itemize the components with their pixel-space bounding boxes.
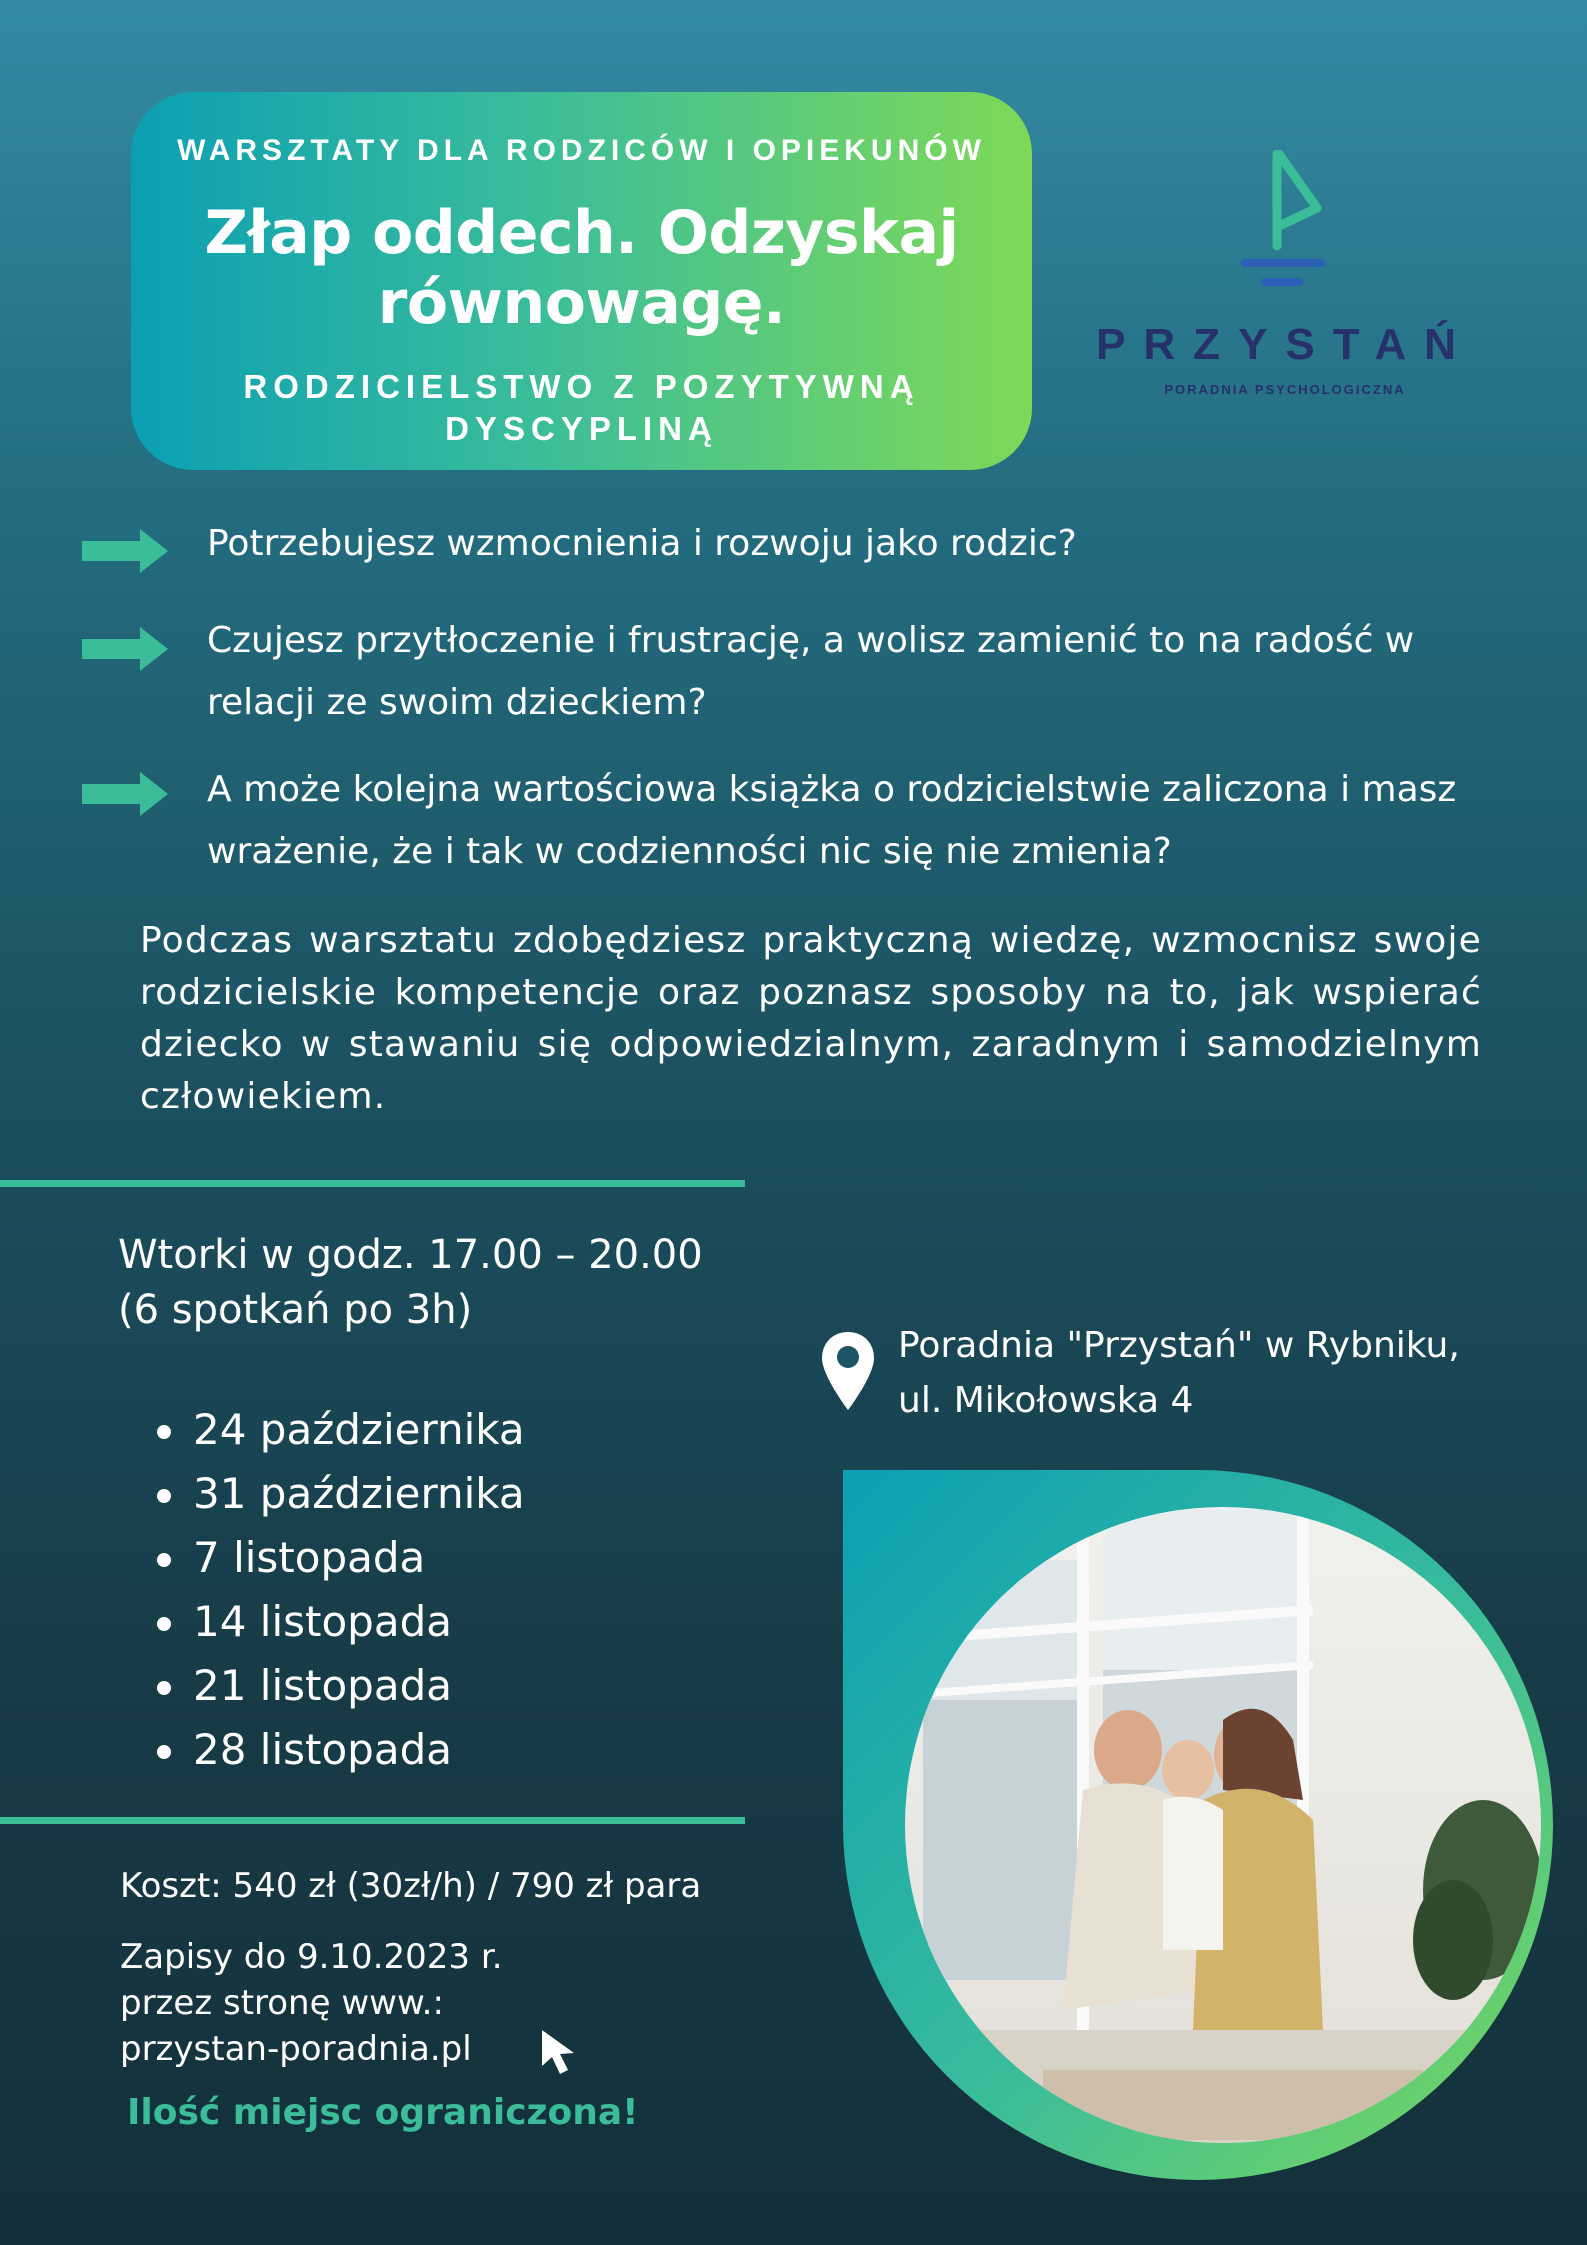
signup-link[interactable]: przystan-poradnia.pl bbox=[120, 2029, 472, 2069]
arrow-right-icon bbox=[82, 529, 172, 573]
cursor-arrow-icon bbox=[538, 2028, 582, 2078]
question-text: Czujesz przytłoczenie i frustrację, a wolisz zamienić to na radość w relacji ze swoim dzieckiem? bbox=[207, 620, 1415, 723]
arrow-right-icon bbox=[82, 772, 172, 816]
dates-list bbox=[155, 1398, 715, 1782]
page-title-line-1: Złap oddech. Odzyskaj bbox=[204, 198, 959, 268]
cost-text: Koszt: 540 zł (30zł/h) / 790 zł para bbox=[120, 1866, 702, 1906]
question-text: Potrzebujesz wzmocnienia i rozwoju jako rodzic? bbox=[207, 523, 1077, 564]
schedule-time: Wtorki w godz. 17.00 – 20.00 bbox=[118, 1232, 703, 1278]
schedule-meetings: (6 spotkań po 3h) bbox=[118, 1287, 473, 1333]
header-card bbox=[131, 92, 1032, 470]
location-line-2: ul. Mikołowska 4 bbox=[898, 1380, 1194, 1421]
logo bbox=[1085, 150, 1485, 410]
logo-name: PRZYSTAŃ bbox=[1096, 320, 1474, 369]
przystan-logo-icon bbox=[1085, 150, 1485, 300]
list-item: 28 listopada bbox=[155, 1718, 715, 1782]
question-text: A może kolejna wartościowa książka o rodzicielstwie zaliczona i masz wrażenie, że i tak w codzienności nic się nie zmienia? bbox=[207, 769, 1457, 872]
header-kicker: WARSZTATY DLA RODZICÓW I OPIEKUNÓW bbox=[177, 134, 986, 167]
signup-line-2: przez stronę www.: bbox=[120, 1983, 444, 2023]
list-item: 7 listopada bbox=[155, 1526, 715, 1590]
divider bbox=[0, 1180, 745, 1187]
location-line-1: Poradnia "Przystań" w Rybniku, bbox=[898, 1325, 1460, 1366]
logo-tagline: PORADNIA PSYCHOLOGICZNA bbox=[1164, 382, 1406, 397]
signup-info bbox=[120, 1934, 720, 2072]
arrow-right-icon bbox=[82, 627, 172, 671]
divider bbox=[0, 1817, 745, 1824]
schedule bbox=[118, 1228, 758, 1338]
location bbox=[898, 1318, 1538, 1428]
list-item: 21 listopada bbox=[155, 1654, 715, 1718]
limited-seats-notice: Ilość miejsc ograniczona! bbox=[127, 2092, 639, 2133]
page-title bbox=[131, 198, 1032, 338]
family-photo bbox=[843, 1470, 1553, 2180]
page-title-line-2: równowagę. bbox=[377, 268, 786, 338]
list-item: 31 października bbox=[155, 1462, 715, 1526]
intro-paragraph: Podczas warsztatu zdobędziesz praktyczną wiedzę, wzmocnisz swoje rodzicielskie kompetencje oraz poznasz sposoby na to, jak wspierać dziecko w stawaniu się odpowiedzialnym, zaradnym i samodzielnym człowiekiem. bbox=[140, 920, 1482, 1117]
signup-line-1: Zapisy do 9.10.2023 r. bbox=[120, 1937, 503, 1977]
list-item: 14 listopada bbox=[155, 1590, 715, 1654]
map-pin-icon bbox=[820, 1330, 876, 1412]
list-item: 24 października bbox=[155, 1398, 715, 1462]
header-subtitle: RODZICIELSTWO Z POZYTYWNĄ DYSCYPLINĄ bbox=[243, 368, 920, 447]
